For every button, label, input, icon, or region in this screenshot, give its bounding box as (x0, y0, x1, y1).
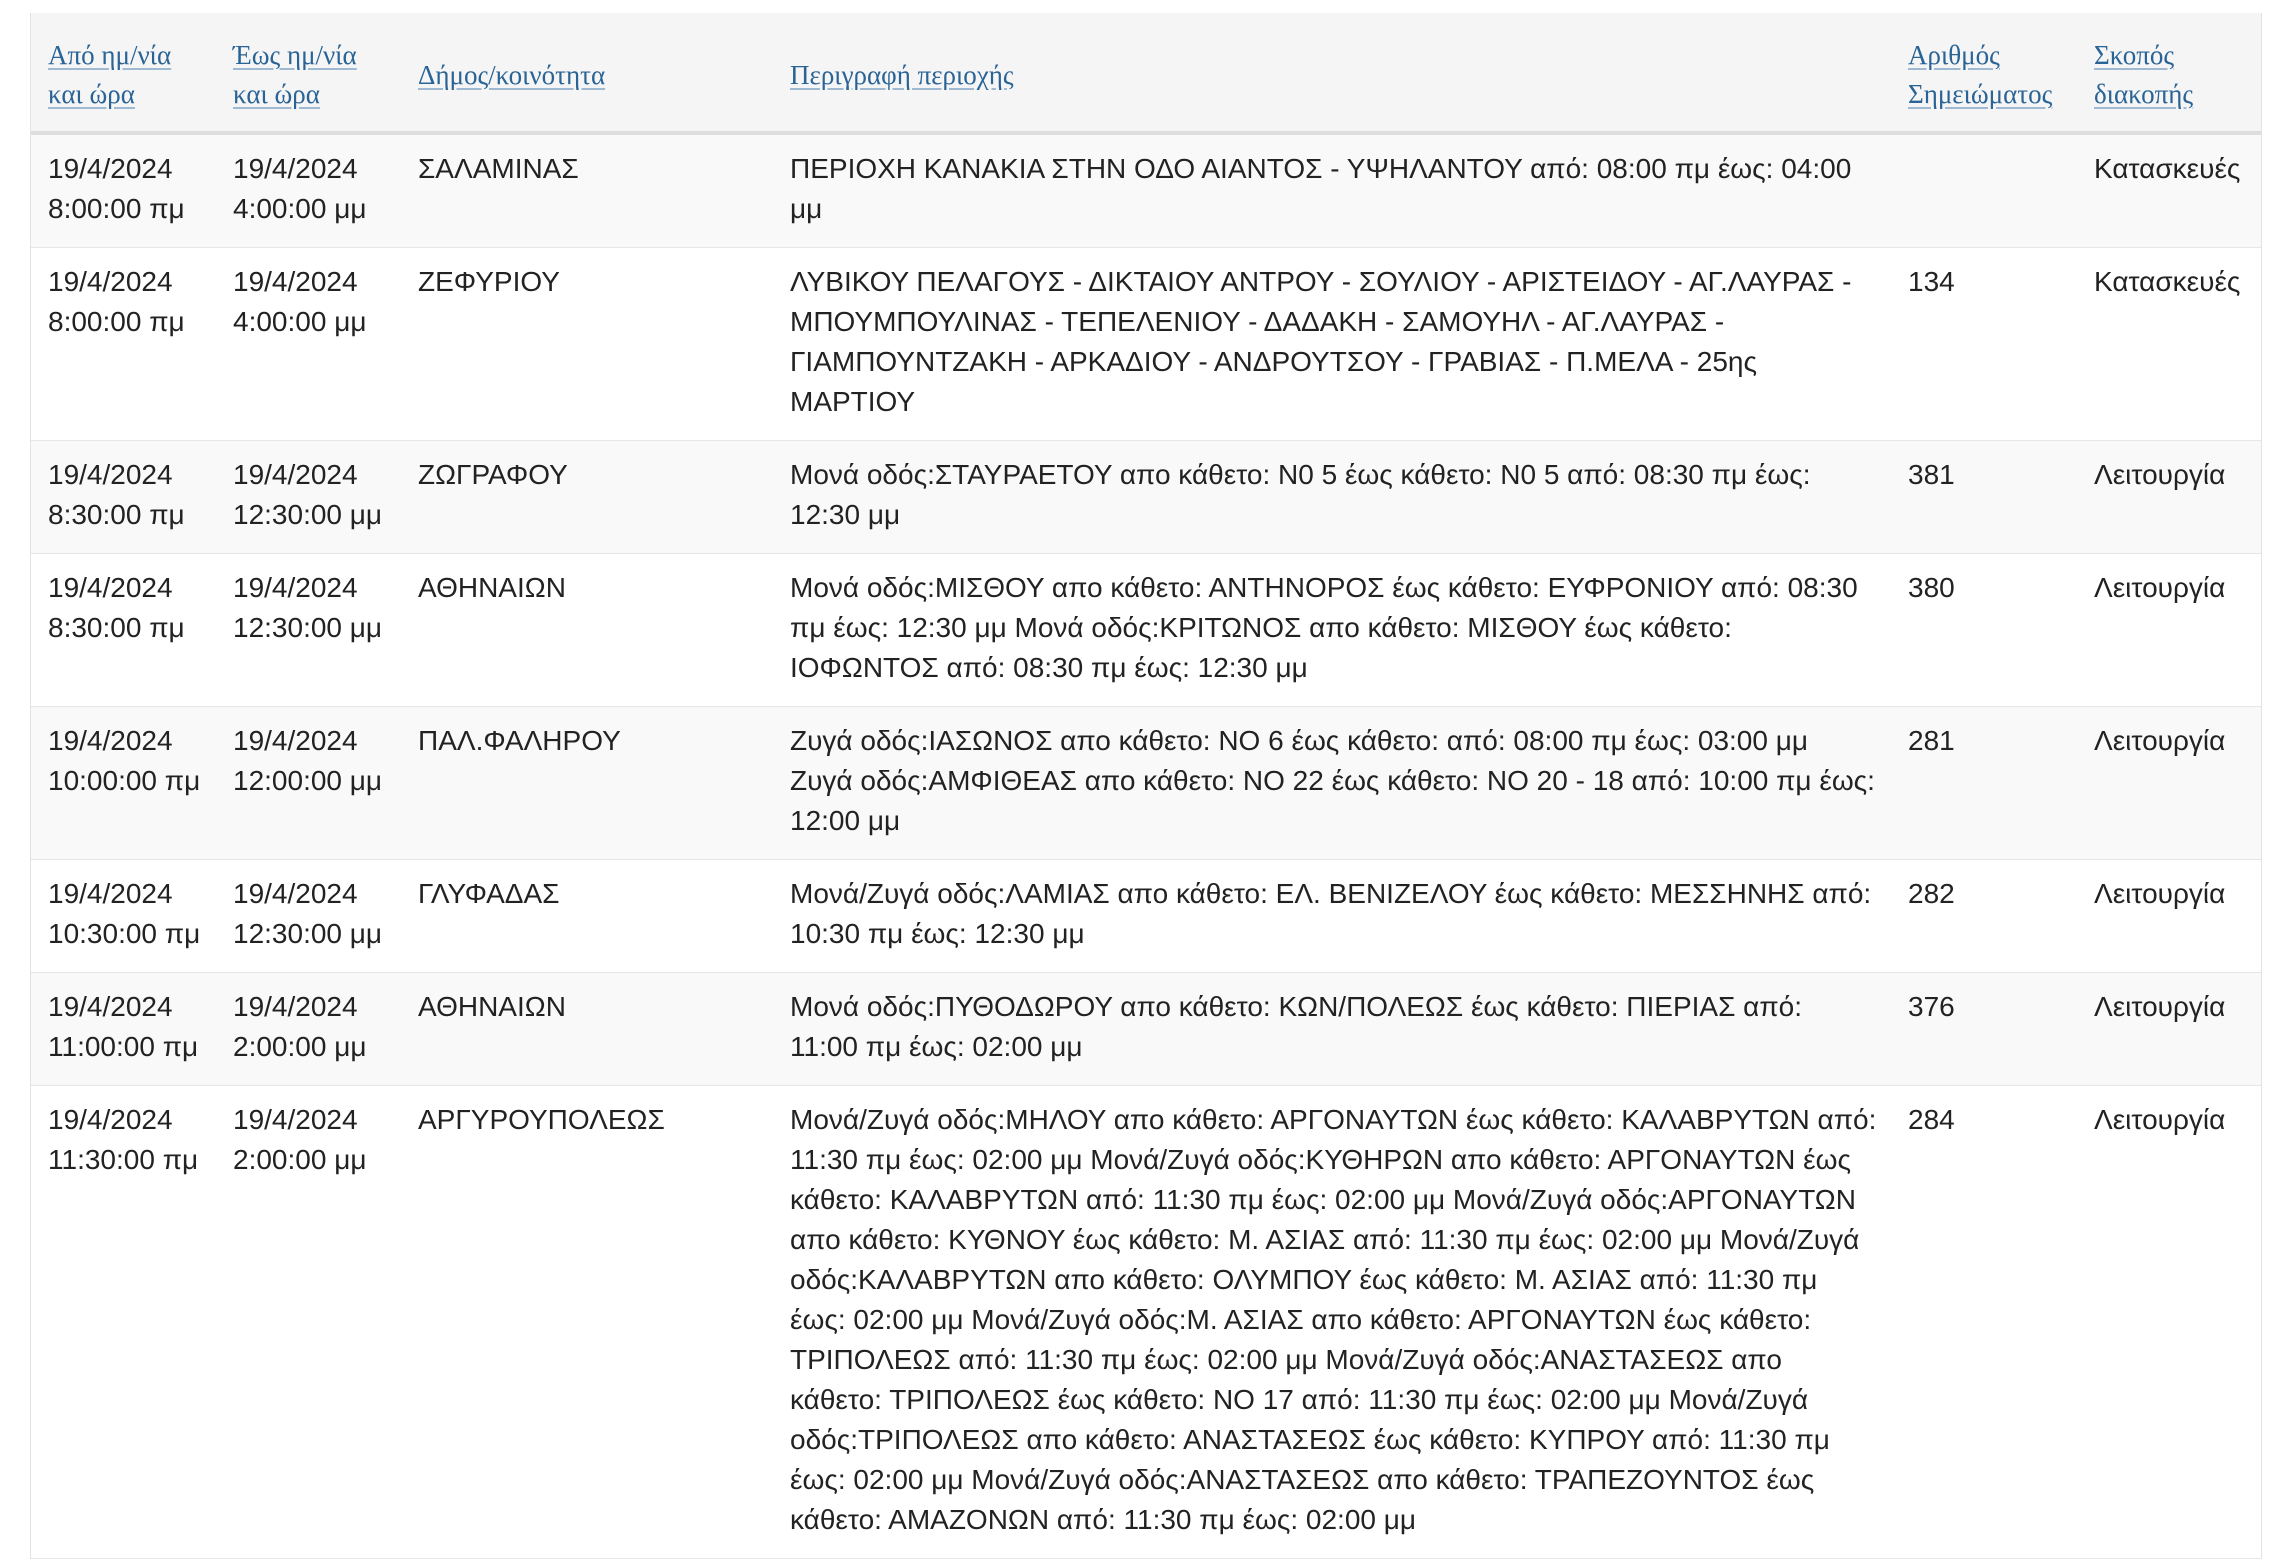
cell-from: 19/4/2024 8:30:00 πμ (48, 459, 185, 530)
cell-municipality: ΑΘΗΝΑΙΩΝ (418, 572, 566, 603)
table-row (31, 860, 2261, 973)
table-row (31, 133, 2261, 248)
cell-from: 19/4/2024 10:30:00 πμ (48, 878, 201, 949)
column-header-from[interactable] (31, 13, 216, 133)
cell-note-number: 376 (1908, 991, 1955, 1022)
cell-municipality: ΖΕΦΥΡΙΟΥ (418, 266, 560, 297)
cell-purpose: Λειτουργία (2094, 1104, 2226, 1135)
cell-from: 19/4/2024 8:00:00 πμ (48, 153, 185, 224)
cell-to: 19/4/2024 4:00:00 μμ (233, 153, 367, 224)
cell-note-number (1891, 133, 2077, 248)
cell-description: Ζυγά οδός:ΙΑΣΩΝΟΣ απο κάθετο: ΝΟ 6 έως κάθετο: από: 08:00 πμ έως: 03:00 μμ Ζυγά οδός:ΑΜΦΙΘΕΑΣ απο κάθετο: ΝΟ 22 έως κάθετο: ΝΟ 20 - 18 από: 10:00 πμ έως: 12:00 μμ (790, 725, 1875, 836)
cell-description: ΛΥΒΙΚΟΥ ΠΕΛΑΓΟΥΣ - ΔΙΚΤΑΙΟΥ ΑΝΤΡΟΥ - ΣΟΥΛΙΟΥ - ΑΡΙΣΤΕΙΔΟΥ - ΑΓ.ΛΑΥΡΑΣ - ΜΠΟΥΜΠΟΥΛΙΝΑΣ - ΤΕΠΕΛΕΝΙΟΥ - ΔΑΔΑΚΗ - ΣΑΜΟΥΗΛ - ΑΓ.ΛΑΥΡΑΣ - ΓΙΑΜΠΟΥΝΤΖΑΚΗ - ΑΡΚΑΔΙΟΥ - ΑΝΔΡΟΥΤΣΟΥ - ΓΡΑΒΙΑΣ - Π.ΜΕΛΑ - 25ης ΜΑΡΤΙΟΥ (790, 266, 1852, 417)
cell-from: 19/4/2024 8:30:00 πμ (48, 572, 185, 643)
cell-to: 19/4/2024 12:00:00 μμ (233, 725, 383, 796)
header-row (31, 13, 2261, 133)
cell-purpose: Κατασκευές (2094, 153, 2241, 184)
table-row (31, 248, 2261, 441)
table-body (31, 133, 2261, 1559)
cell-note-number: 284 (1908, 1104, 1955, 1135)
cell-purpose: Λειτουργία (2094, 878, 2226, 909)
cell-to: 19/4/2024 12:30:00 μμ (233, 878, 383, 949)
column-header-municipality[interactable] (401, 13, 773, 133)
cell-description: ΠΕΡΙΟΧΗ ΚΑΝΑΚΙΑ ΣΤΗΝ ΟΔΟ ΑΙΑΝΤΟΣ - ΥΨΗΛΑΝΤΟΥ από: 08:00 πμ έως: 04:00 μμ (790, 153, 1852, 224)
cell-description: Μονά/Ζυγά οδός:ΜΗΛΟΥ απο κάθετο: ΑΡΓΟΝΑΥΤΩΝ έως κάθετο: ΚΑΛΑΒΡΥΤΩΝ από: 11:30 πμ έως: 02:00 μμ Μονά/Ζυγά οδός:ΚΥΘΗΡΩΝ απο κάθετο: ΑΡΓΟΝΑΥΤΩΝ έως κάθετο: ΚΑΛΑΒΡΥΤΩΝ από: 11:30 πμ έως: 02:00 μμ Μονά/Ζυγά οδός:ΑΡΓΟΝΑΥΤΩΝ απο κάθετο: ΚΥΘΝΟΥ έως κάθετο: Μ. ΑΣΙΑΣ από: 11:30 πμ έως: 02:00 μμ Μονά/Ζυγά οδός:ΚΑΛΑΒΡΥΤΩΝ απο κάθετο: ΟΛΥΜΠΟΥ έως κάθετο: Μ. ΑΣΙΑΣ από: 11:30 πμ έως: 02:00 μμ Μονά/Ζυγά οδός:Μ. ΑΣΙΑΣ απο κάθετο: ΑΡΓΟΝΑΥΤΩΝ έως κάθετο: ΤΡΙΠΟΛΕΩΣ από: 11:30 πμ έως: 02:00 μμ Μονά/Ζυγά οδός:ΑΝΑΣΤΑΣΕΩΣ απο κάθετο: ΤΡΙΠΟΛΕΩΣ έως κάθετο: ΝΟ 17 από: 11:30 πμ έως: 02:00 μμ Μονά/Ζυγά οδός:ΤΡΙΠΟΛΕΩΣ απο κάθετο: ΑΝΑΣΤΑΣΕΩΣ έως κάθετο: ΚΥΠΡΟΥ από: 11:30 πμ έως: 02:00 μμ Μονά/Ζυγά οδός:ΑΝΑΣΤΑΣΕΩΣ απο κάθετο: ΤΡΑΠΕΖΟΥΝΤΟΣ έως κάθετο: ΑΜΑΖΟΝΩΝ από: 11:30 πμ έως: 02:00 μμ (790, 1104, 1877, 1535)
cell-note-number: 381 (1908, 459, 1955, 490)
table-row (31, 1086, 2261, 1559)
table-header (31, 13, 2261, 133)
cell-to: 19/4/2024 2:00:00 μμ (233, 1104, 367, 1175)
table-row (31, 973, 2261, 1086)
column-header-note-number-label[interactable]: Αριθμός Σημειώματος (1908, 40, 2053, 109)
cell-purpose: Κατασκευές (2094, 266, 2241, 297)
cell-to: 19/4/2024 4:00:00 μμ (233, 266, 367, 337)
column-header-to-label[interactable]: Έως ημ/νία και ώρα (233, 40, 357, 109)
column-header-purpose-label[interactable]: Σκοπός διακοπής (2094, 40, 2194, 109)
cell-note-number: 134 (1908, 266, 1955, 297)
cell-to: 19/4/2024 12:30:00 μμ (233, 572, 383, 643)
cell-description: Μονά οδός:ΠΥΘΟΔΩΡΟΥ απο κάθετο: ΚΩΝ/ΠΟΛΕΩΣ έως κάθετο: ΠΙΕΡΙΑΣ από: 11:00 πμ έως: 02:00 μμ (790, 991, 1803, 1062)
column-header-from-label[interactable]: Από ημ/νία και ώρα (48, 40, 172, 109)
cell-description: Μονά/Ζυγά οδός:ΛΑΜΙΑΣ απο κάθετο: ΕΛ. ΒΕΝΙΖΕΛΟΥ έως κάθετο: ΜΕΣΣΗΝΗΣ από: 10:30 πμ έως: 12:30 μμ (790, 878, 1872, 949)
cell-note-number: 380 (1908, 572, 1955, 603)
cell-municipality: ΠΑΛ.ΦΑΛΗΡΟΥ (418, 725, 621, 756)
cell-to: 19/4/2024 2:00:00 μμ (233, 991, 367, 1062)
table-row (31, 707, 2261, 860)
cell-to: 19/4/2024 12:30:00 μμ (233, 459, 383, 530)
cell-note-number: 281 (1908, 725, 1955, 756)
cell-municipality: ΑΡΓΥΡΟΥΠΟΛΕΩΣ (418, 1104, 665, 1135)
cell-municipality: ΑΘΗΝΑΙΩΝ (418, 991, 566, 1022)
cell-description: Μονά οδός:ΣΤΑΥΡΑΕΤΟΥ απο κάθετο: Ν0 5 έως κάθετο: Ν0 5 από: 08:30 πμ έως: 12:30 μμ (790, 459, 1811, 530)
cell-purpose: Λειτουργία (2094, 459, 2226, 490)
column-header-description[interactable] (773, 13, 1891, 133)
cell-municipality: ΖΩΓΡΑΦΟΥ (418, 459, 568, 490)
cell-purpose: Λειτουργία (2094, 725, 2226, 756)
cell-from: 19/4/2024 8:00:00 πμ (48, 266, 185, 337)
cell-note-number: 282 (1908, 878, 1955, 909)
cell-from: 19/4/2024 11:30:00 πμ (48, 1104, 199, 1175)
cell-purpose: Λειτουργία (2094, 991, 2226, 1022)
outage-table-container (30, 13, 2262, 1559)
table-row (31, 554, 2261, 707)
cell-municipality: ΣΑΛΑΜΙΝΑΣ (418, 153, 579, 184)
cell-description: Μονά οδός:ΜΙΣΘΟΥ απο κάθετο: ΑΝΤΗΝΟΡΟΣ έως κάθετο: ΕΥΦΡΟΝΙΟΥ από: 08:30 πμ έως: 12:30 μμ Μονά οδός:ΚΡΙΤΩΝΟΣ απο κάθετο: ΜΙΣΘΟΥ έως κάθετο: ΙΟΦΩΝΤΟΣ από: 08:30 πμ έως: 12:30 μμ (790, 572, 1858, 683)
column-header-note-number[interactable] (1891, 13, 2077, 133)
cell-from: 19/4/2024 10:00:00 πμ (48, 725, 201, 796)
cell-municipality: ΓΛΥΦΑΔΑΣ (418, 878, 560, 909)
outage-table (31, 13, 2261, 1559)
column-header-to[interactable] (216, 13, 401, 133)
cell-purpose: Λειτουργία (2094, 572, 2226, 603)
column-header-purpose[interactable] (2077, 13, 2261, 133)
column-header-description-label[interactable]: Περιγραφή περιοχής (790, 59, 1014, 90)
table-row (31, 441, 2261, 554)
column-header-municipality-label[interactable]: Δήμος/κοινότητα (418, 59, 606, 90)
cell-from: 19/4/2024 11:00:00 πμ (48, 991, 199, 1062)
